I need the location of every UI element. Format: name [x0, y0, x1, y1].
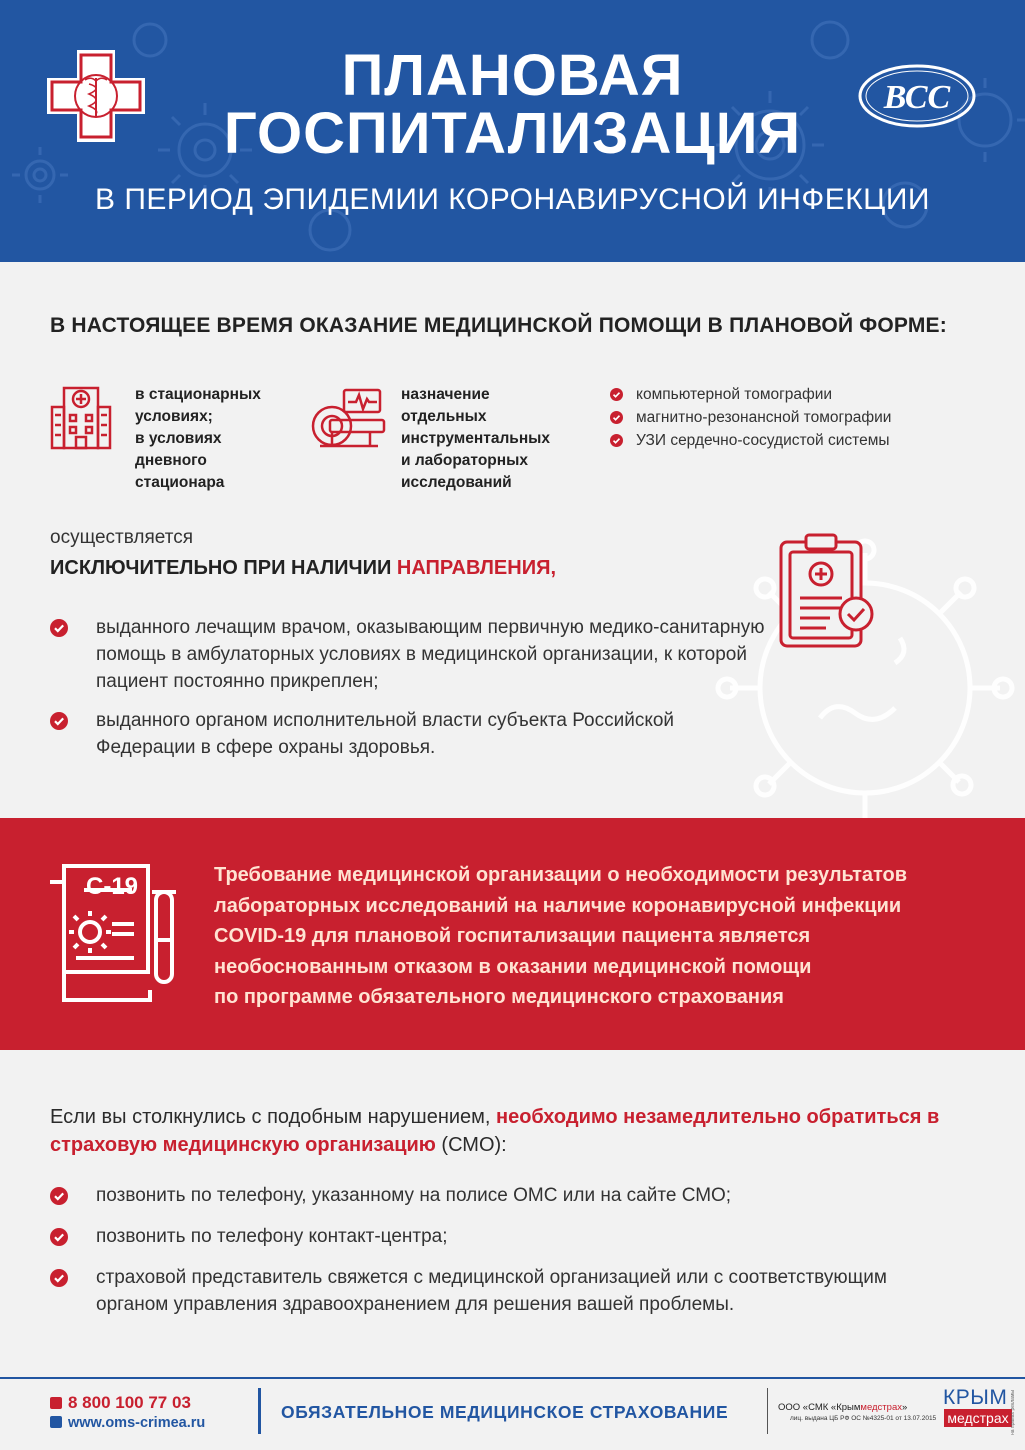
- list-item: [50, 1223, 950, 1250]
- iskl-plain: ИСКЛЮЧИТЕЛЬНО ПРИ НАЛИЧИИ: [50, 557, 397, 579]
- referral-text: выданного лечащим врачом, оказывающим первичную медико-санитарную помощь в амбулаторных условиях в медицинской организации, к которой пациент постоянно прикреплен;: [96, 617, 765, 692]
- violation-plain: Если вы столкнулись с подобным нарушением,: [50, 1106, 497, 1128]
- hospital-line: условиях;: [135, 408, 213, 425]
- hospital-line: в стационарных: [135, 386, 261, 403]
- requirement-line: необоснованным отказом в оказании медицинской помощи: [214, 955, 812, 978]
- research-line: отдельных: [401, 408, 487, 425]
- diagnostics-list: [610, 383, 891, 452]
- requirement-line: лабораторных исследований на наличие коронавирусной инфекции: [214, 894, 902, 917]
- phone-number: 8 800 100 77 03: [68, 1393, 191, 1412]
- footer-separator: [258, 1388, 261, 1434]
- actions-list: [50, 1182, 950, 1332]
- vss-logo-icon: [857, 63, 977, 129]
- check-icon: [50, 1187, 68, 1205]
- vss-logo-text: ВСС: [883, 79, 951, 116]
- covid-requirement-text: [214, 860, 1004, 1013]
- instrumental-research-text: [401, 384, 591, 494]
- action-text: страховой представитель свяжется с медицинской организацией или с соответствующим органом управления здравоохранением для решения вашей проблемы.: [96, 1267, 887, 1315]
- violation-red: необходимо незамедлительно обратиться в страховую медицинскую организацию: [50, 1106, 940, 1156]
- list-item: [50, 707, 770, 761]
- c19-label: C-19: [86, 873, 139, 900]
- krym-logo-top: КРЫМ: [943, 1386, 1008, 1409]
- globe-icon: [50, 1416, 62, 1428]
- page-title-line2: ГОСПИТАЛИЗАЦИЯ: [223, 101, 802, 166]
- org-red: медстрах: [860, 1402, 902, 1413]
- check-icon: [50, 1228, 68, 1246]
- phone-icon: [50, 1397, 62, 1409]
- clipboard-referral-icon: [778, 532, 882, 652]
- osush-text: осуществляется: [50, 527, 194, 548]
- mri-scanner-icon: [310, 388, 386, 450]
- krym-logo-bottom: медстрах: [944, 1409, 1012, 1427]
- footer-phone[interactable]: [50, 1392, 191, 1414]
- footer-org-name: [778, 1402, 907, 1414]
- referral-text: выданного органом исполнительной власти субъекта Российской Федерации в сфере охраны здоровья.: [96, 710, 675, 758]
- diagnostic-label: УЗИ сердечно-сосудистой системы: [636, 432, 890, 449]
- action-text: позвонить по телефону контакт-центра;: [96, 1226, 448, 1247]
- org-suffix: »: [901, 1402, 908, 1413]
- list-item: [50, 614, 770, 695]
- violation-instructions: [50, 1103, 980, 1159]
- footer-separator: [767, 1388, 768, 1434]
- referral-list: [50, 614, 770, 773]
- check-icon: [610, 411, 623, 424]
- research-line: инструментальных: [401, 430, 551, 447]
- list-item: [50, 1264, 950, 1318]
- check-icon: [50, 1269, 68, 1287]
- footer-license: лиц. выдана ЦБ РФ ОС №4325-01 от 13.07.2015: [790, 1415, 937, 1422]
- hospital-line: дневного: [135, 452, 207, 469]
- covid-test-document-icon: [48, 862, 184, 1004]
- check-icon: [610, 388, 623, 401]
- krym-medstrakh-logo: [943, 1387, 1013, 1431]
- diagnostic-label: магнитно-резонансной томографии: [636, 409, 892, 426]
- header-banner: [0, 0, 1025, 262]
- list-item: [610, 429, 891, 452]
- iskl-red: НАПРАВЛЕНИЯ,: [396, 557, 557, 579]
- diagnostic-label: компьютерной томографии: [636, 386, 833, 403]
- list-item: [610, 383, 891, 406]
- requirement-line: по программе обязательного медицинского страхования: [214, 986, 784, 1008]
- covid-requirement-banner: [0, 818, 1025, 1050]
- footer-oms-label: ОБЯЗАТЕЛЬНОЕ МЕДИЦИНСКОЕ СТРАХОВАНИЕ: [281, 1402, 729, 1422]
- list-item: [610, 406, 891, 429]
- research-line: назначение: [401, 386, 490, 403]
- page-subtitle: В ПЕРИОД ЭПИДЕМИИ КОРОНАВИРУСНОЙ ИНФЕКЦИИ: [95, 183, 930, 216]
- research-line: исследований: [401, 474, 512, 491]
- hospital-text: [135, 384, 300, 494]
- action-text: позвонить по телефону, указанному на полисе ОМС или на сайте СМО;: [96, 1185, 732, 1206]
- research-line: и лабораторных: [401, 452, 528, 469]
- referral-requirement-heading: [50, 554, 556, 582]
- check-icon: [50, 712, 68, 730]
- violation-end: (СМО):: [435, 1134, 507, 1156]
- check-icon: [610, 434, 623, 447]
- advertising-note: на правах рекламы: [1010, 1390, 1016, 1436]
- hospital-line: в условиях: [135, 430, 222, 447]
- section1-heading: В НАСТОЯЩЕЕ ВРЕМЯ ОКАЗАНИЕ МЕДИЦИНСКОЙ ПОМОЩИ В ПЛАНОВОЙ ФОРМЕ:: [50, 314, 947, 337]
- check-icon: [50, 619, 68, 637]
- requirement-line: Требование медицинской организации о необходимости результатов: [214, 864, 908, 886]
- list-item: [50, 1182, 950, 1209]
- hospital-icon: [50, 385, 112, 451]
- requirement-line: COVID-19 для плановой госпитализации пациента является: [214, 925, 811, 947]
- footer-website-link[interactable]: [50, 1413, 205, 1433]
- org-prefix: ООО «СМК «Крым: [778, 1402, 861, 1413]
- page-title-line1: ПЛАНОВАЯ: [341, 43, 684, 108]
- website-url: www.oms-crimea.ru: [68, 1415, 206, 1431]
- footer-divider: [0, 1377, 1025, 1379]
- hospital-line: стационара: [135, 474, 225, 491]
